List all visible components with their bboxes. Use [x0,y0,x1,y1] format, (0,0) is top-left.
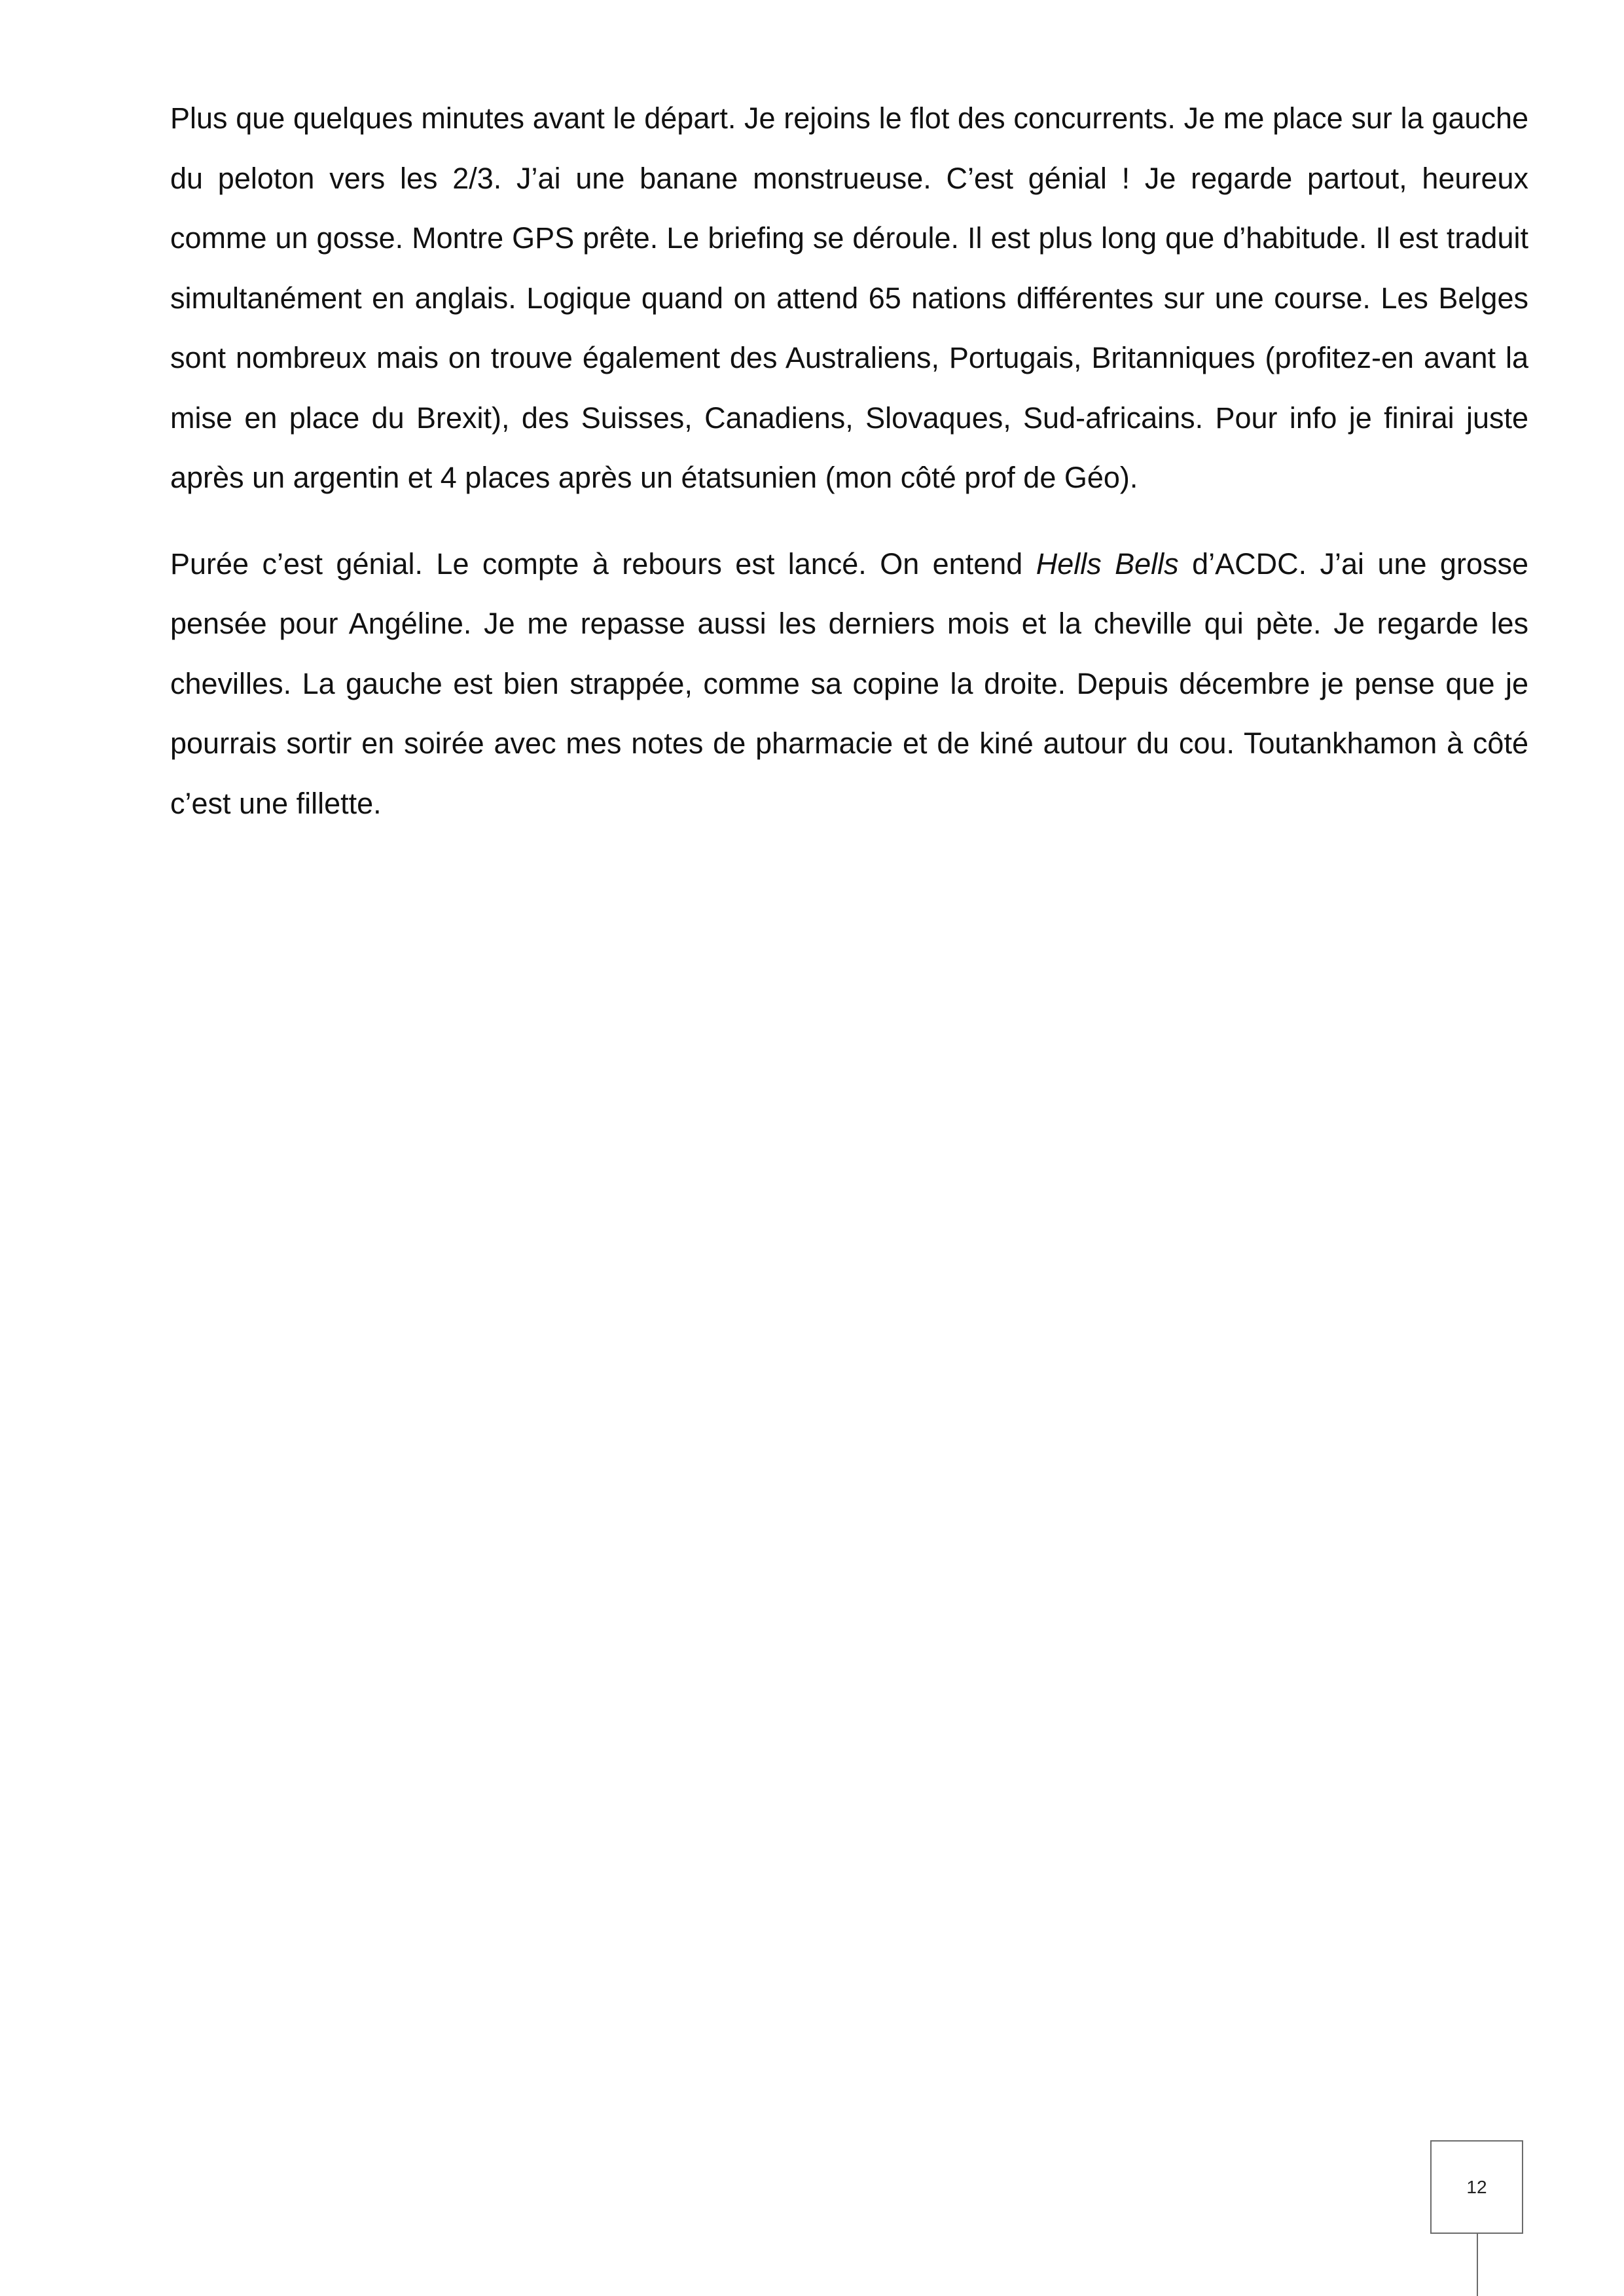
page-number: 12 [1466,2176,1487,2197]
page-number-stem [1477,2234,1478,2296]
paragraph-1 [170,88,1528,508]
paragraph-1-text: Plus que quelques minutes avant le départ. Je rejoins le flot des concurrents. Je me place sur la gauche du peloton vers les 2/3. J’ai une banane monstrueuse. C’est génial ! Je regarde partout, heureux comme un gosse. Montre GPS prête. Le briefing se déroule. Il est plus long que d’habitude. Il est traduit simultanément en anglais. Logique quand on attend 65 nations différentes sur une course. Les Belges sont nombreux mais on trouve également des Australiens, Portugais, Britanniques (profitez-en avant la mise en place du Brexit), des Suisses, Canadiens, Slovaques, Sud-africains. Pour info je finirai juste après un argentin et 4 places après un étatsunien (mon côté prof de Géo). [170,101,1528,494]
body-text [170,88,1528,859]
song-title: Hells Bells [1036,547,1179,581]
paragraph-2 [170,534,1528,834]
paragraph-2-text-end: d’ACDC. J’ai une grosse pensée pour Angéline. Je me repasse aussi les derniers mois et la cheville qui pète. Je regarde les chevilles. La gauche est bien strappée, comme sa copine la droite. Depuis décembre je pense que je pourrais sortir en soirée avec mes notes de pharmacie et de kiné autour du cou. Toutankhamon à côté c’est une fillette. [170,547,1529,820]
paragraph-2-text-start: Purée c’est génial. Le compte à rebours est lancé. On entend [170,547,1036,581]
page-number-box [1430,2140,1523,2234]
